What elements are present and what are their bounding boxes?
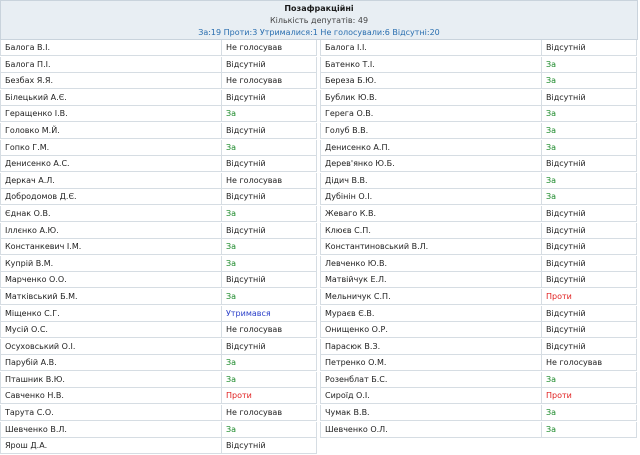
deputy-name: Голуб В.В.: [320, 123, 542, 139]
deputy-vote: Відсутній: [542, 256, 637, 272]
deputy-vote: За: [542, 405, 637, 421]
deputy-row: [0, 223, 317, 239]
deputies-column-left: [0, 40, 317, 455]
deputy-name: Пташник В.Ю.: [0, 372, 222, 388]
deputy-row: [320, 322, 637, 338]
deputy-row: [320, 272, 637, 288]
deputy-row: [0, 206, 317, 222]
deputy-name: Головко М.Й.: [0, 123, 222, 139]
deputy-name: Дубінін О.І.: [320, 189, 542, 205]
deputy-row: [320, 339, 637, 355]
deputy-name: Константиновський В.Л.: [320, 239, 542, 255]
deputy-vote: За: [222, 372, 317, 388]
deputy-vote: За: [222, 289, 317, 305]
deputy-vote: Відсутній: [542, 306, 637, 322]
deputy-name: Купрій В.М.: [0, 256, 222, 272]
deputy-vote: Проти: [542, 388, 637, 404]
faction-header: [0, 0, 638, 40]
deputy-row: [320, 289, 637, 305]
deputy-name: Савченко Н.В.: [0, 388, 222, 404]
deputy-name: Констанкевич І.М.: [0, 239, 222, 255]
deputy-row: [0, 256, 317, 272]
deputy-name: Береза Б.Ю.: [320, 73, 542, 89]
deputies-column-right: [320, 40, 637, 438]
deputy-name: Клюєв С.П.: [320, 223, 542, 239]
deputy-row: [0, 289, 317, 305]
deputy-name: Денисенко А.П.: [320, 140, 542, 156]
deputy-name: Міщенко С.Г.: [0, 306, 222, 322]
deputy-vote: Відсутній: [542, 156, 637, 172]
deputy-name: Добродомов Д.Є.: [0, 189, 222, 205]
deputy-row: [320, 90, 637, 106]
deputy-vote: За: [542, 422, 637, 438]
vote-summary: За:19 Проти:3 Утрималися:1 Не голосували:6 Відсутні:20: [198, 28, 440, 37]
deputy-name: Балога П.І.: [0, 57, 222, 73]
deputy-vote: За: [542, 73, 637, 89]
deputy-row: [0, 57, 317, 73]
deputy-row: [0, 322, 317, 338]
deputy-row: [320, 422, 637, 438]
deputy-row: [0, 40, 317, 56]
deputy-name: Балога В.І.: [0, 40, 222, 56]
deputy-vote: Відсутній: [542, 40, 637, 56]
deputy-vote: Відсутній: [222, 123, 317, 139]
deputy-name: Мураєв Є.В.: [320, 306, 542, 322]
deputy-row: [320, 73, 637, 89]
deputy-row: [0, 140, 317, 156]
deputy-vote: Відсутній: [222, 156, 317, 172]
deputy-row: [0, 339, 317, 355]
deputy-name: Денисенко А.С.: [0, 156, 222, 172]
deputy-name: Батенко Т.І.: [320, 57, 542, 73]
deputy-row: [320, 173, 637, 189]
deputy-name: Чумак В.В.: [320, 405, 542, 421]
deputy-row: [0, 189, 317, 205]
deputy-row: [0, 272, 317, 288]
deputy-row: [0, 90, 317, 106]
deputy-name: Мельничук С.П.: [320, 289, 542, 305]
deputy-row: [320, 40, 637, 56]
deputy-vote: Не голосував: [222, 173, 317, 189]
deputy-name: Тарута С.О.: [0, 405, 222, 421]
deputy-vote: Не голосував: [542, 355, 637, 371]
deputy-vote: Відсутній: [542, 223, 637, 239]
deputy-row: [0, 438, 317, 454]
deputy-row: [320, 256, 637, 272]
deputy-row: [320, 306, 637, 322]
deputy-vote: Відсутній: [222, 272, 317, 288]
deputy-row: [320, 123, 637, 139]
deputy-vote: За: [542, 173, 637, 189]
deputy-vote: Відсутній: [542, 239, 637, 255]
deputy-row: [320, 57, 637, 73]
deputy-row: [320, 206, 637, 222]
deputy-vote: За: [542, 57, 637, 73]
deputy-vote: За: [222, 422, 317, 438]
deputy-row: [0, 73, 317, 89]
deputy-row: [320, 405, 637, 421]
deputy-name: Шевченко О.Л.: [320, 422, 542, 438]
deputy-vote: Не голосував: [222, 40, 317, 56]
deputy-row: [0, 239, 317, 255]
deputy-vote: За: [222, 256, 317, 272]
deputy-name: Парасюк В.З.: [320, 339, 542, 355]
deputy-vote: За: [222, 239, 317, 255]
deputy-vote: Відсутній: [222, 339, 317, 355]
deputy-name: Онищенко О.Р.: [320, 322, 542, 338]
deputy-vote: Відсутній: [542, 272, 637, 288]
deputy-vote: Не голосував: [222, 73, 317, 89]
deputy-vote: За: [542, 189, 637, 205]
deputy-name: Осуховський О.І.: [0, 339, 222, 355]
deputy-name: Парубій А.В.: [0, 355, 222, 371]
deputy-name: Левченко Ю.В.: [320, 256, 542, 272]
deputy-name: Матківський Б.М.: [0, 289, 222, 305]
deputy-name: Геращенко І.В.: [0, 106, 222, 122]
deputy-row: [320, 140, 637, 156]
deputy-name: Жеваго К.В.: [320, 206, 542, 222]
deputy-row: [320, 372, 637, 388]
deputy-vote: Проти: [542, 289, 637, 305]
deputy-vote: За: [222, 140, 317, 156]
deputy-name: Петренко О.М.: [320, 355, 542, 371]
deputy-vote: За: [542, 106, 637, 122]
deputy-name: Шевченко В.Л.: [0, 422, 222, 438]
deputy-vote: Проти: [222, 388, 317, 404]
deputy-name: Бублик Ю.В.: [320, 90, 542, 106]
deputy-vote: Відсутній: [542, 339, 637, 355]
deputy-name: Ярош Д.А.: [0, 438, 222, 454]
deputy-row: [0, 388, 317, 404]
deputy-vote: Відсутній: [542, 322, 637, 338]
deputy-row: [320, 189, 637, 205]
deputy-vote: За: [542, 140, 637, 156]
deputy-row: [320, 388, 637, 404]
deputy-name: Марченко О.О.: [0, 272, 222, 288]
deputy-vote: Відсутній: [222, 438, 317, 454]
deputy-vote: Відсутній: [222, 57, 317, 73]
deputy-row: [0, 372, 317, 388]
deputy-row: [320, 106, 637, 122]
deputy-row: [320, 156, 637, 172]
deputy-vote: Відсутній: [222, 189, 317, 205]
deputy-name: Мусій О.С.: [0, 322, 222, 338]
deputy-row: [0, 173, 317, 189]
deputy-row: [0, 405, 317, 421]
deputy-vote: За: [542, 123, 637, 139]
deputy-name: Герега О.В.: [320, 106, 542, 122]
deputy-vote: За: [542, 372, 637, 388]
deputy-row: [320, 355, 637, 371]
deputy-vote: За: [222, 206, 317, 222]
deputy-count: Кількість депутатів: 49: [269, 16, 369, 25]
deputy-vote: Утримався: [222, 306, 317, 322]
deputy-name: Деркач А.Л.: [0, 173, 222, 189]
deputy-name: Іллєнко А.Ю.: [0, 223, 222, 239]
deputy-vote: Відсутній: [542, 206, 637, 222]
deputy-name: Розенблат Б.С.: [320, 372, 542, 388]
deputy-vote: Відсутній: [222, 90, 317, 106]
deputy-name: Безбах Я.Я.: [0, 73, 222, 89]
deputy-vote: Відсутній: [222, 223, 317, 239]
deputy-row: [0, 106, 317, 122]
deputy-vote: За: [222, 355, 317, 371]
deputy-name: Єднак О.В.: [0, 206, 222, 222]
faction-title: Позафракційні: [284, 4, 354, 13]
deputy-row: [320, 239, 637, 255]
deputy-row: [0, 123, 317, 139]
deputy-name: Гопко Г.М.: [0, 140, 222, 156]
deputy-row: [0, 355, 317, 371]
deputy-row: [320, 223, 637, 239]
deputy-row: [0, 156, 317, 172]
deputy-name: Білецький А.Є.: [0, 90, 222, 106]
deputy-vote: Не голосував: [222, 322, 317, 338]
deputy-vote: За: [222, 106, 317, 122]
deputy-name: Матвійчук Е.Л.: [320, 272, 542, 288]
deputy-name: Балога І.І.: [320, 40, 542, 56]
deputy-name: Сироїд О.І.: [320, 388, 542, 404]
deputy-name: Дерев'янко Ю.Б.: [320, 156, 542, 172]
deputy-vote: Не голосував: [222, 405, 317, 421]
deputy-row: [0, 422, 317, 438]
deputy-name: Дідич В.В.: [320, 173, 542, 189]
deputy-vote: Відсутній: [542, 90, 637, 106]
deputy-row: [0, 306, 317, 322]
